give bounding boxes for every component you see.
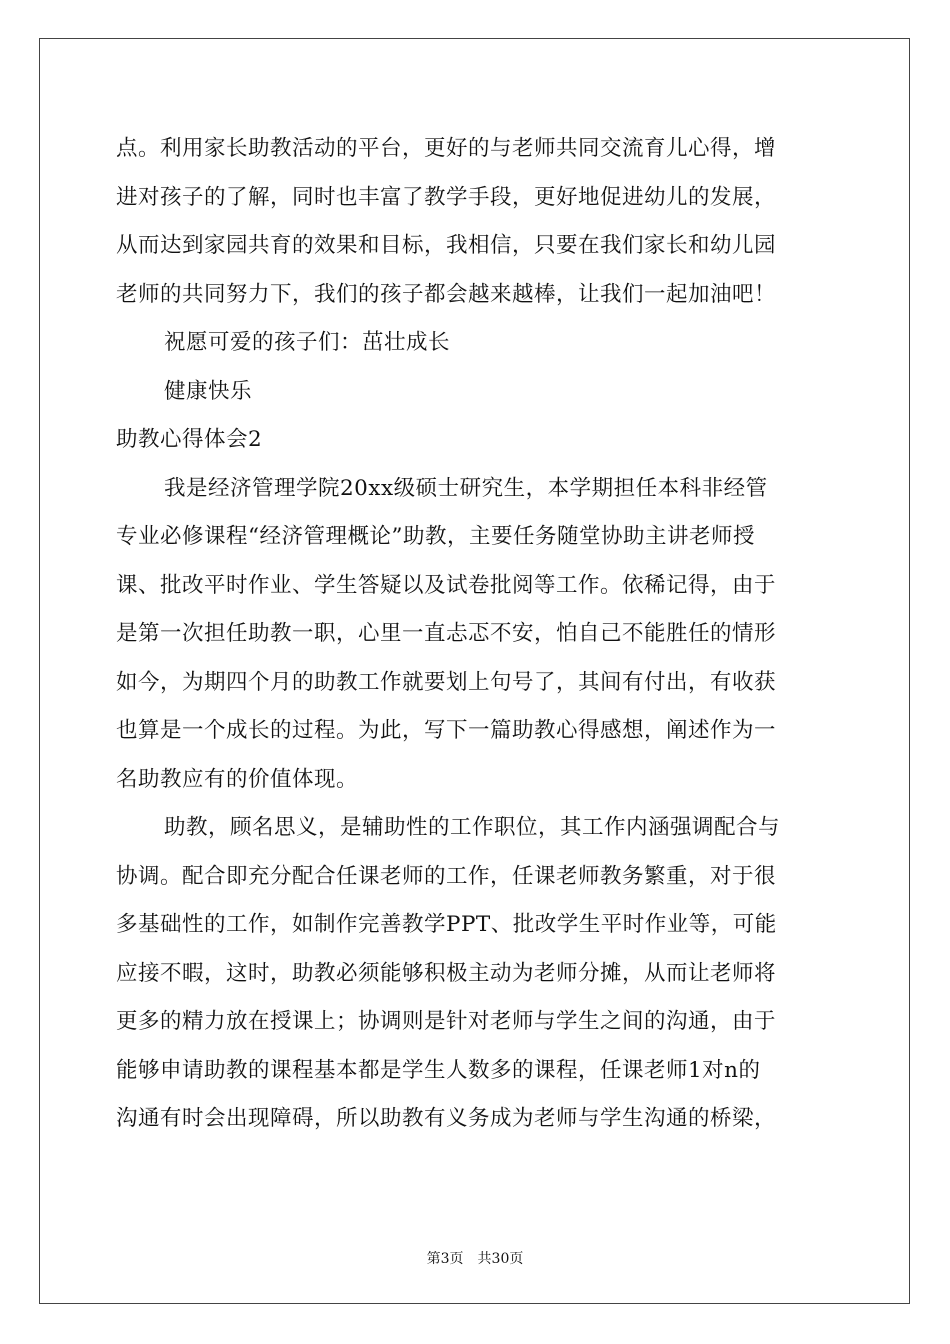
- page-footer: [0, 1248, 950, 1268]
- text-line: 多基础性的工作，如制作完善教学PPT、批改学生平时作业等，可能: [116, 912, 777, 937]
- text-line: 沟通有时会出现障碍，所以助教有义务成为老师与学生沟通的桥梁，: [116, 1106, 777, 1131]
- text-line: 祝愿可爱的孩子们：茁壮成长: [164, 330, 451, 355]
- text-line: 名助教应有的价值体现。: [116, 766, 359, 792]
- page-number-current: 第3页: [426, 1251, 464, 1267]
- text-line: 更多的精力放在授课上；协调则是针对老师与学生之间的沟通，由于: [116, 1009, 777, 1034]
- text-line: 如今，为期四个月的助教工作就要划上句号了，其间有付出，有收获: [116, 669, 777, 695]
- text-line: 我是经济管理学院20xx级硕士研究生，本学期担任本科非经管: [164, 475, 768, 501]
- text-line: 助教，顾名思义，是辅助性的工作职位，其工作内涵强调配合与: [164, 815, 781, 840]
- text-line: 是第一次担任助教一职，心里一直忐忑不安，怕自己不能胜任的情形: [116, 621, 777, 646]
- document-body: [116, 125, 836, 1144]
- text-line: 点。利用家长助教活动的平台，更好的与老师共同交流育儿心得，增: [116, 136, 777, 161]
- text-line: 专业必修课程“经济管理概论”助教，主要任务随堂协助主讲老师授: [116, 524, 755, 549]
- text-line: 健康快乐: [164, 378, 253, 404]
- text-line: 老师的共同努力下，我们的孩子都会越来越棒，让我们一起加油吧！: [116, 281, 777, 307]
- text-line: 协调。配合即充分配合任课老师的工作，任课老师教务繁重，对于很: [116, 863, 777, 889]
- text-line: 进对孩子的了解，同时也丰富了教学手段，更好地促进幼儿的发展，: [116, 184, 777, 210]
- text-line: 也算是一个成长的过程。为此，写下一篇助教心得感想，阐述作为一: [116, 718, 777, 743]
- text-line: 课、批改平时作业、学生答疑以及试卷批阅等工作。依稀记得，由于: [116, 572, 777, 598]
- text-line: 应接不暇，这时，助教必须能够积极主动为老师分摊，从而让老师将: [116, 960, 777, 986]
- section-heading: 助教心得体会2: [116, 427, 263, 452]
- page-number-total: 共30页: [477, 1251, 524, 1267]
- text-line: 从而达到家园共育的效果和目标，我相信，只要在我们家长和幼儿园: [116, 233, 777, 258]
- text-line: 能够申请助教的课程基本都是学生人数多的课程，任课老师1对n的: [116, 1057, 761, 1083]
